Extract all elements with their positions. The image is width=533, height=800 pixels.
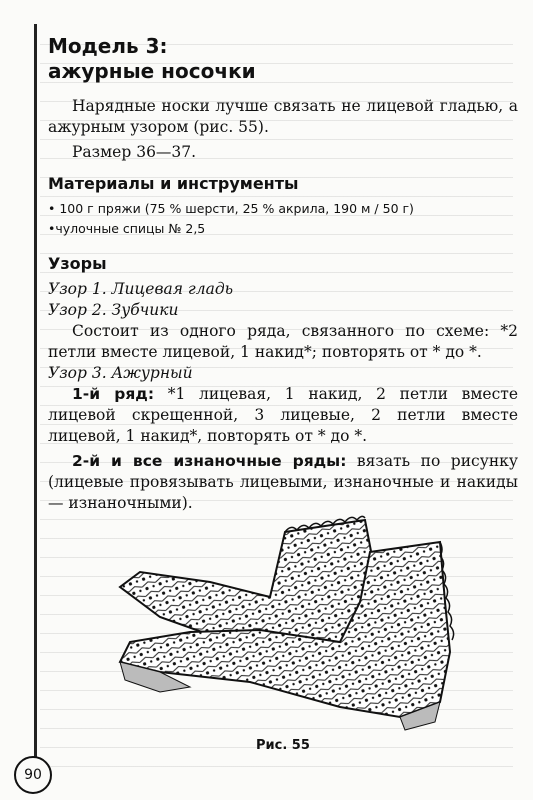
page-title bbox=[48, 34, 518, 84]
row-1-paragraph bbox=[48, 384, 518, 447]
page-number: 90 bbox=[14, 756, 52, 794]
socks-drawing bbox=[100, 512, 460, 737]
patterns-heading: Узоры bbox=[48, 254, 107, 273]
row-1-label: 1-й ряд: bbox=[72, 385, 155, 403]
pattern-2-title: Узор 2. Зубчики bbox=[48, 301, 179, 319]
materials-item-yarn: • 100 г пряжи (75 % шерсти, 25 % акрила, 190 м / 50 г) bbox=[48, 201, 414, 216]
title-line-2: ажурные носочки bbox=[48, 59, 256, 83]
pattern-1-title: Узор 1. Лицевая гладь bbox=[48, 280, 234, 298]
socks-illustration bbox=[100, 512, 460, 737]
row-2-label: 2-й и все изнаночные ряды: bbox=[72, 452, 347, 470]
intro-paragraph: Нарядные носки лучше связать не лицевой гладью, а ажурным узором (рис. 55). bbox=[48, 97, 518, 136]
materials-heading: Материалы и инструменты bbox=[48, 174, 299, 193]
size-paragraph: Размер 36—37. bbox=[72, 143, 197, 161]
materials-item-needles: •чулочные спицы № 2,5 bbox=[48, 221, 206, 236]
figure-caption: Рис. 55 bbox=[256, 738, 310, 753]
row-1-text: *1 лицевая, 1 накид, 2 петли вместе лицевой скрещенной, 3 лицевые, 2 петли вместе лицевой, 1 накид*, повторять от * до *. bbox=[48, 385, 519, 445]
title-line-1: Модель 3: bbox=[48, 34, 168, 58]
pattern-2-text: Состоит из одного ряда, связанного по схеме: *2 петли вместе лицевой, 1 накид*; повторять от * до *. bbox=[48, 322, 518, 361]
margin-rule bbox=[34, 24, 37, 759]
row-2-paragraph bbox=[48, 451, 518, 514]
pattern-3-title: Узор 3. Ажурный bbox=[48, 364, 193, 382]
row-2-text: вязать по рисунку (лицевые провязывать лицевыми, изнаночные и накиды — изнаночными). bbox=[48, 452, 518, 512]
page-content bbox=[48, 34, 518, 514]
